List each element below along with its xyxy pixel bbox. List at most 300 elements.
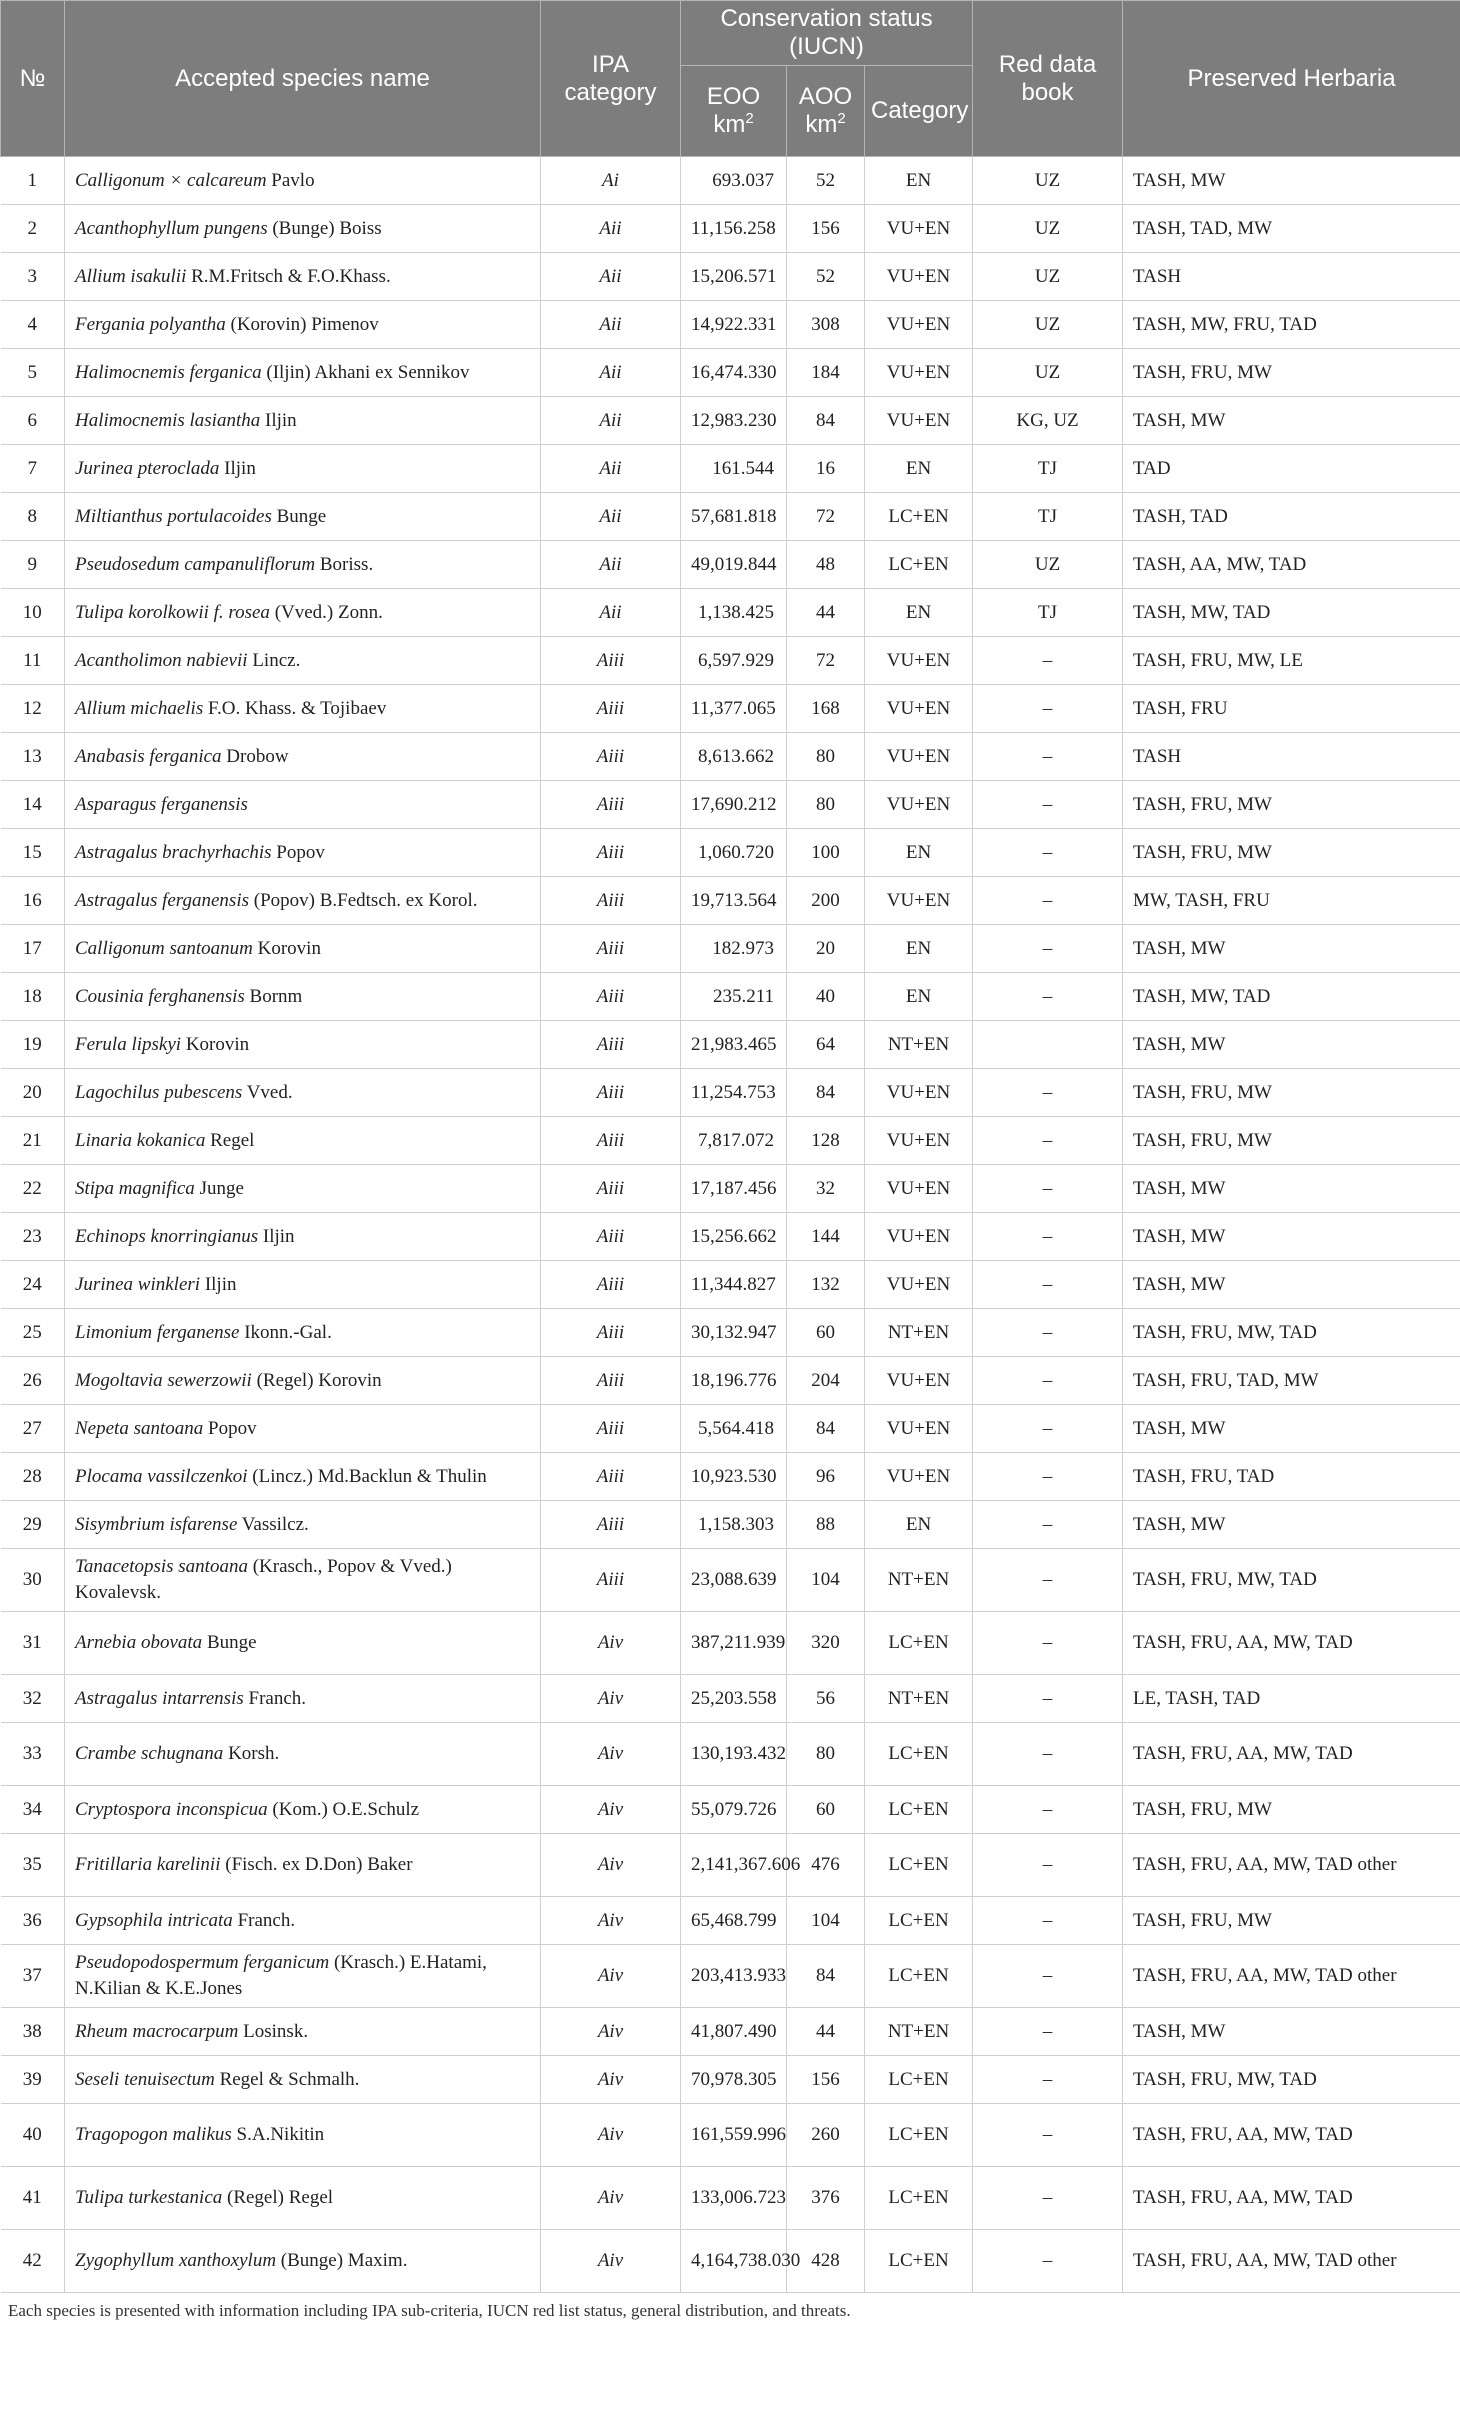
eoo-value: 11,254.753 xyxy=(681,1069,787,1117)
species-author: (Iljin) Akhani ex Sennikov xyxy=(261,361,470,383)
species-name xyxy=(65,1501,541,1549)
iucn-category: EN xyxy=(865,445,973,493)
species-genus: Nepeta santoana xyxy=(75,1417,204,1439)
species-author: Regel & Schmalh. xyxy=(214,2068,360,2090)
table-row xyxy=(1,685,1460,733)
herbaria: TASH, MW xyxy=(1123,1021,1460,1069)
species-author: Franch. xyxy=(243,1687,307,1709)
species-name xyxy=(65,2056,541,2104)
species-author: Vved. xyxy=(242,1081,293,1103)
species-author: Popov xyxy=(203,1417,257,1439)
species-genus: Fritillaria karelinii xyxy=(75,1854,221,1875)
species-genus: Astragalus intarrensis xyxy=(75,1687,244,1709)
species-author: Ikonn.-Gal. xyxy=(239,1321,332,1343)
row-number: 42 xyxy=(1,2230,65,2293)
iucn-category: LC+EN xyxy=(865,2104,973,2167)
species-author: Iljin xyxy=(258,1225,295,1247)
eoo-value: 57,681.818 xyxy=(681,493,787,541)
ipa-category: Aiv xyxy=(541,1612,681,1675)
species-genus: Stipa magnifica xyxy=(75,1177,195,1199)
red-data-book: – xyxy=(973,1405,1123,1453)
aoo-value: 104 xyxy=(787,1549,865,1612)
species-author: (Regel) Korovin xyxy=(251,1369,382,1391)
iucn-category: VU+EN xyxy=(865,1261,973,1309)
aoo-value: 84 xyxy=(787,1945,865,2008)
species-name xyxy=(65,1261,541,1309)
species-author: Bunge xyxy=(202,1632,257,1653)
herbaria: TASH, FRU, TAD, MW xyxy=(1123,1357,1460,1405)
red-data-book: UZ xyxy=(973,157,1123,205)
herbaria: TASH, FRU, MW, LE xyxy=(1123,637,1460,685)
herbaria: TASH, MW xyxy=(1123,1261,1460,1309)
red-data-book: – xyxy=(973,829,1123,877)
ipa-category: Aiv xyxy=(541,2104,681,2167)
iucn-category: EN xyxy=(865,973,973,1021)
ipa-category: Aiv xyxy=(541,2167,681,2230)
species-author: Iljin xyxy=(200,1273,237,1295)
species-name xyxy=(65,733,541,781)
eoo-value: 11,344.827 xyxy=(681,1261,787,1309)
species-name xyxy=(65,1675,541,1723)
iucn-category: VU+EN xyxy=(865,253,973,301)
species-author: (Lincz.) Md.Backlun & Thulin xyxy=(247,1465,487,1487)
red-data-book: TJ xyxy=(973,589,1123,637)
species-author: R.M.Fritsch & F.O.Khass. xyxy=(186,265,391,287)
row-number: 4 xyxy=(1,301,65,349)
eoo-value: 15,256.662 xyxy=(681,1213,787,1261)
row-number: 16 xyxy=(1,877,65,925)
species-genus: Crambe schugnana xyxy=(75,1743,224,1764)
ipa-category: Aiii xyxy=(541,1165,681,1213)
species-name xyxy=(65,1069,541,1117)
ipa-category: Aiii xyxy=(541,1117,681,1165)
red-data-book: – xyxy=(973,1723,1123,1786)
row-number: 8 xyxy=(1,493,65,541)
row-number: 15 xyxy=(1,829,65,877)
aoo-value: 40 xyxy=(787,973,865,1021)
species-genus: Limonium ferganense xyxy=(75,1321,240,1343)
ipa-category: Aii xyxy=(541,253,681,301)
species-author: (Krasch.) E.Hatami, N.Kilian & K.E.Jones xyxy=(75,1952,487,1999)
herbaria: TASH, FRU, AA, MW, TAD xyxy=(1123,2104,1460,2167)
species-genus: Allium michaelis xyxy=(75,697,204,719)
row-number: 3 xyxy=(1,253,65,301)
row-number: 25 xyxy=(1,1309,65,1357)
species-author: (Regel) Regel xyxy=(222,2187,334,2208)
species-name xyxy=(65,589,541,637)
ipa-category: Aii xyxy=(541,205,681,253)
aoo-value: 80 xyxy=(787,733,865,781)
herbaria: TASH, FRU, MW xyxy=(1123,349,1460,397)
header-red-data-book: Red data book xyxy=(973,1,1123,157)
herbaria: TASH, MW, TAD xyxy=(1123,973,1460,1021)
species-author: Regel xyxy=(205,1129,255,1151)
species-genus: Gypsophila intricata xyxy=(75,1909,233,1931)
species-genus: Jurinea winkleri xyxy=(75,1273,201,1295)
aoo-value: 376 xyxy=(787,2167,865,2230)
row-number: 34 xyxy=(1,1786,65,1834)
header-number: № xyxy=(1,1,65,157)
species-author: Iljin xyxy=(219,457,256,479)
aoo-value: 204 xyxy=(787,1357,865,1405)
iucn-category: LC+EN xyxy=(865,541,973,589)
species-genus: Pseudosedum campanuliflorum xyxy=(75,553,316,575)
iucn-category: VU+EN xyxy=(865,877,973,925)
red-data-book: UZ xyxy=(973,205,1123,253)
ipa-category: Aiv xyxy=(541,1834,681,1897)
eoo-value: 161,559.996 xyxy=(681,2104,787,2167)
species-name xyxy=(65,1213,541,1261)
species-author: Bunge xyxy=(271,505,327,527)
ipa-category: Aiv xyxy=(541,1945,681,2008)
iucn-category: VU+EN xyxy=(865,1213,973,1261)
eoo-value: 387,211.939 xyxy=(681,1612,787,1675)
species-genus: Halimocnemis ferganica xyxy=(75,361,262,383)
table-row xyxy=(1,1786,1460,1834)
row-number: 10 xyxy=(1,589,65,637)
species-name xyxy=(65,1453,541,1501)
table-row xyxy=(1,2230,1460,2293)
aoo-value: 84 xyxy=(787,1405,865,1453)
header-category: Category xyxy=(865,66,973,157)
herbaria: TASH, FRU, MW, TAD xyxy=(1123,2056,1460,2104)
table-row xyxy=(1,541,1460,589)
herbaria: TASH, FRU, AA, MW, TAD xyxy=(1123,1612,1460,1675)
species-author: S.A.Nikitin xyxy=(231,2124,325,2145)
table-body xyxy=(1,157,1460,2293)
aoo-value: 168 xyxy=(787,685,865,733)
species-author: Boriss. xyxy=(315,553,374,575)
herbaria: TASH, TAD xyxy=(1123,493,1460,541)
species-name xyxy=(65,1021,541,1069)
species-author: Junge xyxy=(194,1177,244,1199)
aoo-value: 80 xyxy=(787,1723,865,1786)
ipa-category: Aiv xyxy=(541,1897,681,1945)
species-genus: Asparagus ferganensis xyxy=(75,793,248,815)
species-genus: Lagochilus pubescens xyxy=(75,1081,243,1103)
species-author: Losinsk. xyxy=(238,2020,309,2042)
species-author: (Vved.) Zonn. xyxy=(269,601,383,623)
table-row xyxy=(1,2008,1460,2056)
aoo-value: 100 xyxy=(787,829,865,877)
species-author: (Fisch. ex D.Don) Baker xyxy=(220,1854,413,1875)
species-genus: Plocama vassilczenkoi xyxy=(75,1465,248,1487)
red-data-book: UZ xyxy=(973,253,1123,301)
red-data-book: – xyxy=(973,973,1123,1021)
table-row xyxy=(1,877,1460,925)
red-data-book: – xyxy=(973,1897,1123,1945)
eoo-value: 203,413.933 xyxy=(681,1945,787,2008)
iucn-category: VU+EN xyxy=(865,637,973,685)
red-data-book: – xyxy=(973,2167,1123,2230)
species-name xyxy=(65,253,541,301)
species-name xyxy=(65,1945,541,2008)
table-row xyxy=(1,925,1460,973)
red-data-book: – xyxy=(973,877,1123,925)
table-row xyxy=(1,1117,1460,1165)
ipa-category: Aiii xyxy=(541,637,681,685)
ipa-category: Aiii xyxy=(541,973,681,1021)
red-data-book: – xyxy=(973,781,1123,829)
aoo-value: 260 xyxy=(787,2104,865,2167)
iucn-category: VU+EN xyxy=(865,1357,973,1405)
aoo-value: 72 xyxy=(787,493,865,541)
red-data-book: – xyxy=(973,1612,1123,1675)
eoo-value: 18,196.776 xyxy=(681,1357,787,1405)
aoo-value: 80 xyxy=(787,781,865,829)
row-number: 6 xyxy=(1,397,65,445)
iucn-category: LC+EN xyxy=(865,2230,973,2293)
iucn-category: LC+EN xyxy=(865,1834,973,1897)
row-number: 33 xyxy=(1,1723,65,1786)
species-name xyxy=(65,1309,541,1357)
species-genus: Jurinea pteroclada xyxy=(75,457,220,479)
herbaria: TASH, FRU, AA, MW, TAD xyxy=(1123,2167,1460,2230)
row-number: 29 xyxy=(1,1501,65,1549)
aoo-value: 428 xyxy=(787,2230,865,2293)
red-data-book: – xyxy=(973,1213,1123,1261)
table-row xyxy=(1,1357,1460,1405)
ipa-category: Aii xyxy=(541,397,681,445)
eoo-value: 235.211 xyxy=(681,973,787,1021)
eoo-value: 49,019.844 xyxy=(681,541,787,589)
row-number: 19 xyxy=(1,1021,65,1069)
row-number: 22 xyxy=(1,1165,65,1213)
red-data-book: – xyxy=(973,1834,1123,1897)
red-data-book: – xyxy=(973,2008,1123,2056)
aoo-value: 52 xyxy=(787,157,865,205)
iucn-category: VU+EN xyxy=(865,349,973,397)
species-genus: Tragopogon malikus xyxy=(75,2124,232,2145)
ipa-category: Aii xyxy=(541,493,681,541)
ipa-category: Aiii xyxy=(541,733,681,781)
species-name xyxy=(65,1117,541,1165)
species-author: Iljin xyxy=(260,409,297,431)
ipa-category: Aii xyxy=(541,445,681,493)
aoo-value: 104 xyxy=(787,1897,865,1945)
species-name xyxy=(65,877,541,925)
row-number: 5 xyxy=(1,349,65,397)
table-row xyxy=(1,1897,1460,1945)
eoo-value: 15,206.571 xyxy=(681,253,787,301)
ipa-category: Aiii xyxy=(541,1357,681,1405)
eoo-value: 17,187.456 xyxy=(681,1165,787,1213)
species-name xyxy=(65,1165,541,1213)
species-author: Pavlo xyxy=(266,169,315,191)
red-data-book: UZ xyxy=(973,349,1123,397)
species-name xyxy=(65,493,541,541)
herbaria: TASH, MW xyxy=(1123,1165,1460,1213)
eoo-value: 10,923.530 xyxy=(681,1453,787,1501)
table-row xyxy=(1,637,1460,685)
species-name xyxy=(65,349,541,397)
red-data-book: UZ xyxy=(973,541,1123,589)
species-name xyxy=(65,685,541,733)
red-data-book: – xyxy=(973,637,1123,685)
herbaria: TAD xyxy=(1123,445,1460,493)
eoo-value: 133,006.723 xyxy=(681,2167,787,2230)
species-author: Vassilcz. xyxy=(237,1513,309,1535)
aoo-value: 16 xyxy=(787,445,865,493)
row-number: 17 xyxy=(1,925,65,973)
herbaria: TASH, FRU, MW xyxy=(1123,1117,1460,1165)
ipa-category: Aiii xyxy=(541,829,681,877)
species-genus: Miltianthus portulacoides xyxy=(75,505,272,527)
ipa-category: Aiii xyxy=(541,781,681,829)
row-number: 14 xyxy=(1,781,65,829)
aoo-value: 48 xyxy=(787,541,865,589)
species-author: Franch. xyxy=(232,1909,296,1931)
aoo-value: 64 xyxy=(787,1021,865,1069)
table-row xyxy=(1,589,1460,637)
red-data-book: – xyxy=(973,1069,1123,1117)
species-name xyxy=(65,2008,541,2056)
red-data-book: – xyxy=(973,1501,1123,1549)
species-name xyxy=(65,2104,541,2167)
species-genus: Astragalus brachyrhachis xyxy=(75,841,272,863)
red-data-book: UZ xyxy=(973,301,1123,349)
row-number: 24 xyxy=(1,1261,65,1309)
iucn-category: VU+EN xyxy=(865,1117,973,1165)
species-genus: Mogoltavia sewerzowii xyxy=(75,1369,252,1391)
row-number: 2 xyxy=(1,205,65,253)
eoo-value: 30,132.947 xyxy=(681,1309,787,1357)
iucn-category: LC+EN xyxy=(865,1723,973,1786)
eoo-value: 5,564.418 xyxy=(681,1405,787,1453)
row-number: 35 xyxy=(1,1834,65,1897)
species-name xyxy=(65,1897,541,1945)
red-data-book: – xyxy=(973,1309,1123,1357)
iucn-category: VU+EN xyxy=(865,1069,973,1117)
species-genus: Tanacetopsis santoana xyxy=(75,1556,248,1577)
species-author: Korovin xyxy=(252,937,321,959)
row-number: 40 xyxy=(1,2104,65,2167)
herbaria: TASH, FRU xyxy=(1123,685,1460,733)
eoo-value: 21,983.465 xyxy=(681,1021,787,1069)
ipa-category: Aiii xyxy=(541,877,681,925)
herbaria: TASH, MW xyxy=(1123,1405,1460,1453)
species-genus: Fergania polyantha xyxy=(75,313,226,335)
eoo-value: 25,203.558 xyxy=(681,1675,787,1723)
table-row xyxy=(1,829,1460,877)
species-genus: Pseudopodospermum ferganicum xyxy=(75,1952,330,1973)
species-genus: Acantholimon nabievii xyxy=(75,649,248,671)
red-data-book: – xyxy=(973,685,1123,733)
species-author: Korovin xyxy=(181,1033,250,1055)
table-row xyxy=(1,1309,1460,1357)
aoo-value: 84 xyxy=(787,1069,865,1117)
species-genus: Astragalus ferganensis xyxy=(75,889,249,911)
herbaria: TASH, FRU, AA, MW, TAD other xyxy=(1123,1834,1460,1897)
header-ipa-category: IPA category xyxy=(541,1,681,157)
species-author: Popov xyxy=(271,841,325,863)
aoo-value: 184 xyxy=(787,349,865,397)
eoo-value: 17,690.212 xyxy=(681,781,787,829)
row-number: 7 xyxy=(1,445,65,493)
iucn-category: EN xyxy=(865,829,973,877)
species-name xyxy=(65,1405,541,1453)
ipa-category: Aiv xyxy=(541,1786,681,1834)
species-name xyxy=(65,781,541,829)
iucn-category: LC+EN xyxy=(865,1945,973,2008)
table-row xyxy=(1,1453,1460,1501)
red-data-book: – xyxy=(973,1786,1123,1834)
aoo-value: 156 xyxy=(787,205,865,253)
species-author: Drobow xyxy=(221,745,289,767)
row-number: 32 xyxy=(1,1675,65,1723)
herbaria: TASH, MW xyxy=(1123,925,1460,973)
ipa-category: Aiii xyxy=(541,1309,681,1357)
species-genus: Anabasis ferganica xyxy=(75,745,222,767)
ipa-category: Aiii xyxy=(541,1501,681,1549)
ipa-category: Aiv xyxy=(541,1675,681,1723)
iucn-category: LC+EN xyxy=(865,2056,973,2104)
ipa-category: Aiv xyxy=(541,2056,681,2104)
table-row xyxy=(1,2167,1460,2230)
eoo-value: 8,613.662 xyxy=(681,733,787,781)
species-name xyxy=(65,1786,541,1834)
species-name xyxy=(65,2167,541,2230)
aoo-value: 88 xyxy=(787,1501,865,1549)
row-number: 12 xyxy=(1,685,65,733)
iucn-category: EN xyxy=(865,925,973,973)
table-row xyxy=(1,781,1460,829)
table-row xyxy=(1,445,1460,493)
species-name xyxy=(65,973,541,1021)
species-author: (Korovin) Pimenov xyxy=(225,313,379,335)
herbaria: TASH, MW xyxy=(1123,2008,1460,2056)
table-row xyxy=(1,1261,1460,1309)
ipa-category: Aiii xyxy=(541,1213,681,1261)
row-number: 1 xyxy=(1,157,65,205)
ipa-category: Aiii xyxy=(541,1405,681,1453)
red-data-book: – xyxy=(973,925,1123,973)
row-number: 31 xyxy=(1,1612,65,1675)
eoo-value: 6,597.929 xyxy=(681,637,787,685)
iucn-category: VU+EN xyxy=(865,1453,973,1501)
species-author: Lincz. xyxy=(247,649,301,671)
species-genus: Rheum macrocarpum xyxy=(75,2020,239,2042)
red-data-book: – xyxy=(973,733,1123,781)
iucn-category: NT+EN xyxy=(865,1549,973,1612)
row-number: 37 xyxy=(1,1945,65,2008)
iucn-category: LC+EN xyxy=(865,2167,973,2230)
row-number: 18 xyxy=(1,973,65,1021)
ipa-category: Aii xyxy=(541,301,681,349)
aoo-value: 44 xyxy=(787,2008,865,2056)
species-genus: Linaria kokanica xyxy=(75,1129,206,1151)
row-number: 9 xyxy=(1,541,65,589)
row-number: 39 xyxy=(1,2056,65,2104)
eoo-value: 12,983.230 xyxy=(681,397,787,445)
ipa-category: Aii xyxy=(541,349,681,397)
eoo-value: 65,468.799 xyxy=(681,1897,787,1945)
eoo-value: 11,377.065 xyxy=(681,685,787,733)
herbaria: MW, TASH, FRU xyxy=(1123,877,1460,925)
iucn-category: LC+EN xyxy=(865,493,973,541)
species-genus: Acanthophyllum pungens xyxy=(75,217,268,239)
herbaria: TASH, MW, TAD xyxy=(1123,589,1460,637)
red-data-book: – xyxy=(973,2104,1123,2167)
table-row xyxy=(1,1723,1460,1786)
species-genus: Echinops knorringianus xyxy=(75,1225,259,1247)
iucn-category: VU+EN xyxy=(865,205,973,253)
species-genus: Zygophyllum xanthoxylum xyxy=(75,2250,277,2271)
row-number: 11 xyxy=(1,637,65,685)
species-genus: Calligonum × calcareum xyxy=(75,169,267,191)
table-row xyxy=(1,1945,1460,2008)
table-row xyxy=(1,253,1460,301)
